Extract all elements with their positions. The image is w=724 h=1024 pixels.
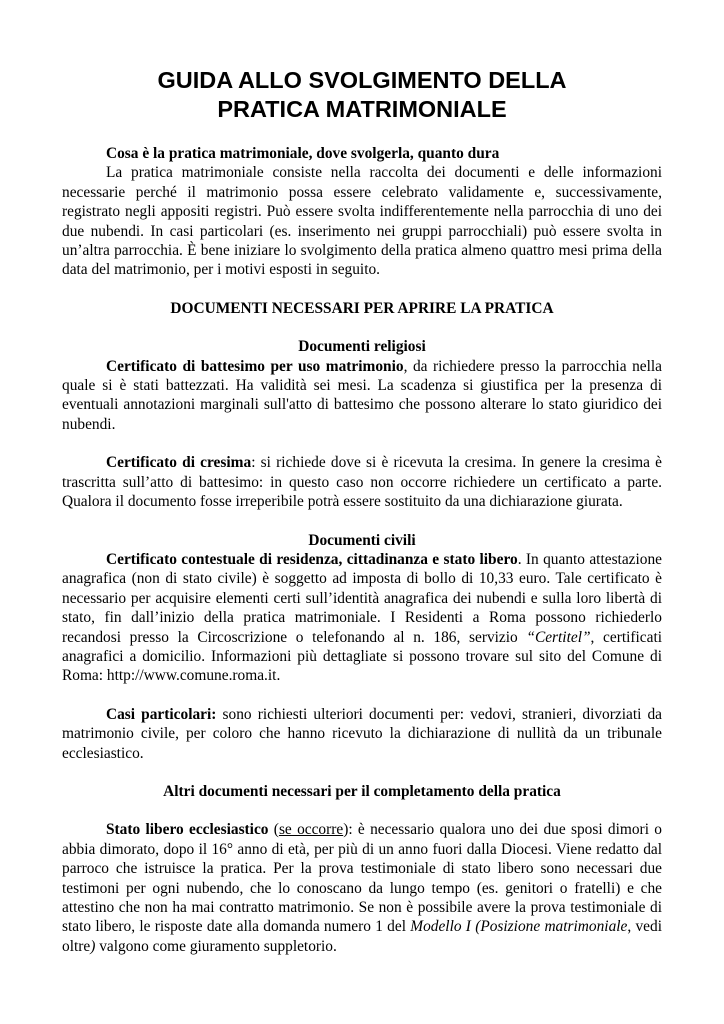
paragraph-residence-certificate: [62, 550, 662, 686]
document-page: [62, 62, 662, 956]
heading-other-documents: Altri documenti necessari per il completamento della pratica: [163, 782, 561, 800]
title-line-1: GUIDA ALLO SVOLGIMENTO DELLA: [157, 67, 567, 93]
document-title: [62, 66, 662, 124]
free-state-text-a: : è necessario qualora uno dei due sposi dimori o abbia dimorato, dopo il 16° anno di età, per più di un anno fuori dalla Diocesi. Viene redatto dal parroco che istruisce la pratica. Per la prova testimoniale di stato libero sono necessari due testimoni per ogni nubendo, che lo conoscano da lungo tempo (es. genitori o fratelli) e che attestino che non ha mai contratto matrimonio. Se non è possibile avere la prova testimoniale di stato libero, le risposte date alla domanda numero 1 del: [62, 821, 662, 936]
residence-text-b: , certificati anagrafici a domicilio. Informazioni più dettagliate si possono trovare sul sito del Comune di Roma: http://www.comune.roma.it.: [62, 628, 662, 685]
paragraph-ecclesiastical-free-state: Stato libero ecclesiastico (se occorre): è necessario qualora uno dei due sposi dimori o abbia dimorato, dopo il 16° anno di età, per più di un anno fuori dalla Diocesi. Viene redatto dal parroco che istruisce la pratica. Per la prova testimoniale di stato libero sono necessari due testimoni per ogni nubendo, che lo conoscano da lungo tempo (es. genitori o fratelli) e che attestino che non ha mai contratto matrimonio. Se non è possibile avere la prova testimoniale di stato libero, le risposte date alla domanda numero 1 del Modello I (Posizione matrimoniale, vedi oltre) valgono come giuramento suppletorio.: [62, 821, 662, 955]
residence-text-a: . In quanto attestazione anagrafica (non di stato civile) è soggetto ad imposta di bollo di 10,33 euro. Tale certificato è necessario per acquisire elementi certi sull’identità anagrafica dei nubendi e sulla loro libertà di stato, fin dall’inizio della pratica matrimoniale. I Residenti a Roma possono richiederlo recandosi presso la Circoscrizione o telefonando al n. 186, servizio: [62, 550, 662, 646]
baptism-text: , da richiedere presso la parrocchia nella quale si è stati battezzati. Ha validità sei mesi. La scadenza si giustifica per la presenza di eventuali annotazioni marginali sull'atto di battesimo che possono alterare lo stato giuridico dei nubendi.: [62, 357, 662, 433]
confirmation-text: : si richiede dove si è ricevuta la cresima. In genere la cresima è trascritta sull’atto di battesimo: in questo caso non occorre richiedere un certificato a parte. Qualora il documento fosse irreperibile potrà essere sostituito da una dichiarazione giurata.: [62, 454, 662, 511]
baptism-label: Certificato di battesimo per uso matrimonio: [106, 357, 404, 375]
model-i-reference: Modello I (Posizione matrimoniale: [410, 918, 628, 936]
heading-religious-documents: Documenti religiosi: [298, 338, 426, 356]
intro-paragraph: La pratica matrimoniale consiste nella raccolta dei documenti e delle informazioni necessarie perché il matrimonio possa essere celebrato validamente e, successivamente, registrato negli appositi registri. Può essere svolta indifferentemente nella parrocchia di uno dei due nubendi. In casi particolari (es. inserimento nei gruppi parrocchiali) può essere svolta in un’altra parrocchia. È bene iniziare lo svolgimento della pratica almeno quattro mesi prima della data del matrimonio, per i motivi esposti in seguito.: [62, 164, 662, 279]
free-state-text-c: valgono come giuramento suppletorio.: [95, 937, 337, 955]
title-line-2: PRATICA MATRIMONIALE: [217, 96, 507, 122]
paragraph-special-cases: [62, 705, 662, 763]
free-state-label: Stato libero ecclesiastico: [106, 821, 269, 839]
certitel-service: “Certitel”: [526, 628, 591, 646]
model-close-paren: ): [90, 937, 96, 955]
section-heading-documents: DOCUMENTI NECESSARI PER APRIRE LA PRATICA: [170, 299, 554, 317]
paragraph-baptism-certificate: [62, 357, 662, 435]
residence-label: Certificato contestuale di residenza, cittadinanza e stato libero: [106, 550, 518, 568]
heading-civil-documents: Documenti civili: [308, 531, 416, 549]
confirmation-label: Certificato di cresima: [106, 454, 252, 472]
free-state-text-b: , vedi oltre: [62, 918, 662, 955]
paragraph-confirmation-certificate: [62, 453, 662, 511]
if-needed-note: se occorre: [278, 821, 344, 839]
intro-heading: Cosa è la pratica matrimoniale, dove svolgerla, quanto dura: [106, 145, 500, 162]
special-cases-label: Casi particolari:: [106, 705, 217, 723]
special-cases-text: sono richiesti ulteriori documenti per: vedovi, stranieri, divorziati da matrimonio civile, per coloro che hanno ricevuto la dichiarazione di nullità da un tribunale ecclesiastico.: [62, 705, 663, 762]
